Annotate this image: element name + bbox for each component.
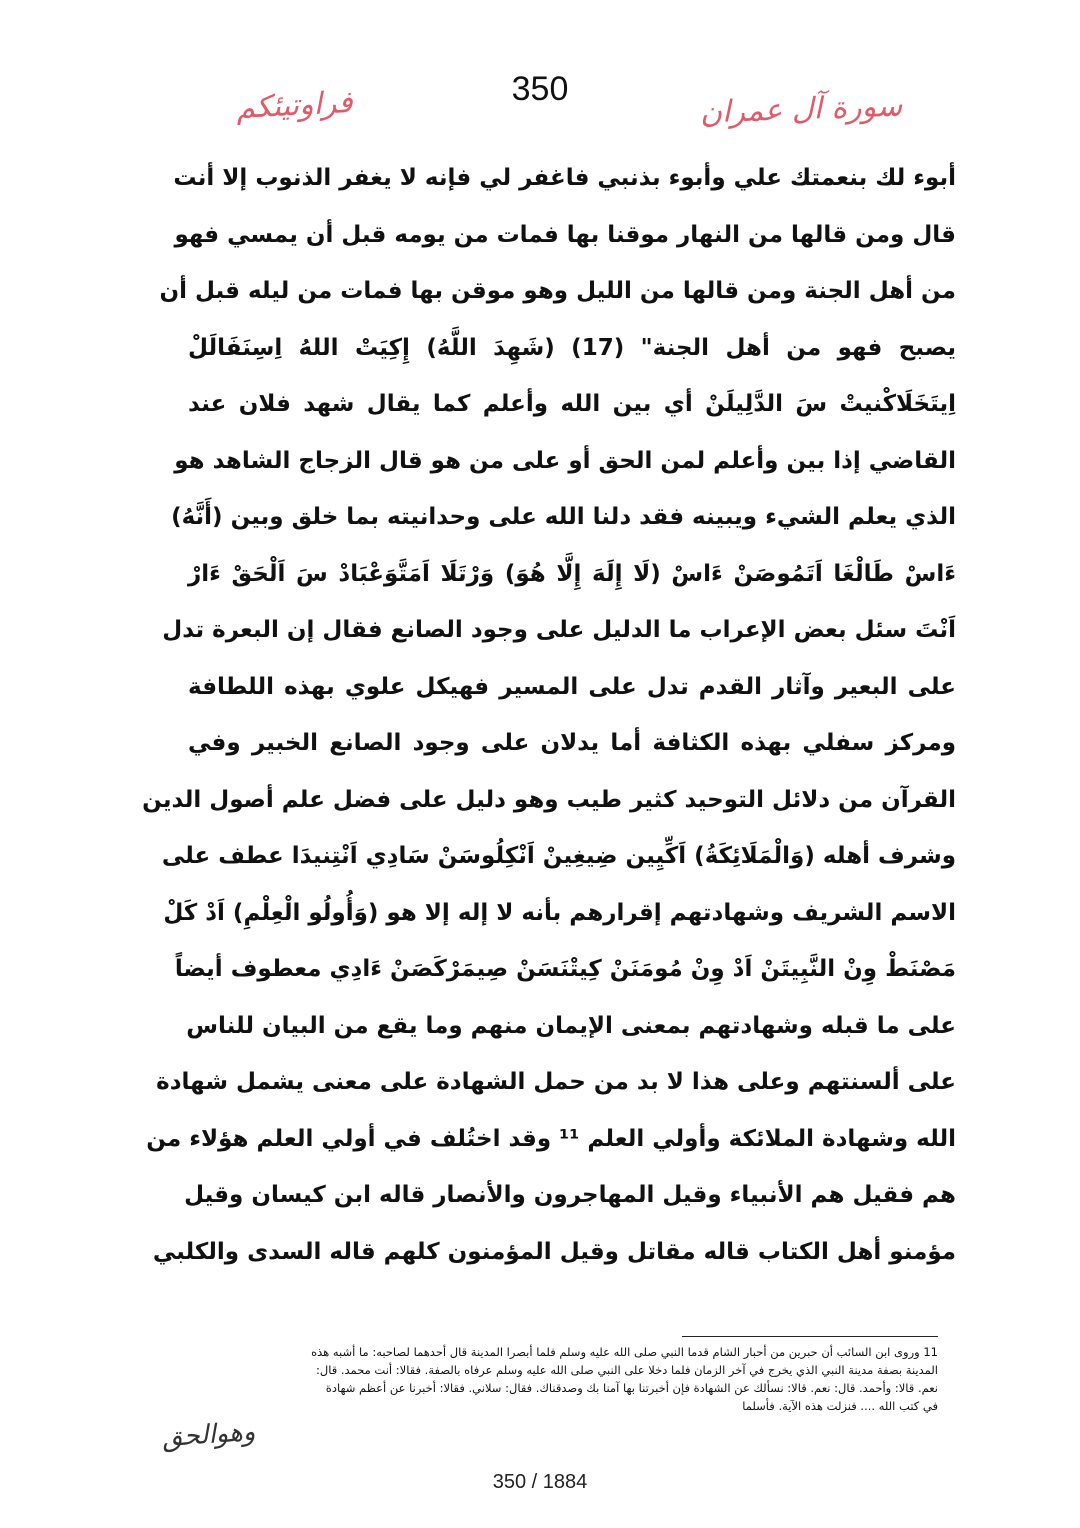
main-text-block: [142, 150, 956, 1280]
text-line: الله وشهادة الملائكة وأولي العلم ¹¹ وقد اختُلف في أولي العلم هؤلاء من: [146, 1125, 956, 1152]
footnote-block: [186, 1343, 938, 1415]
footnote-divider: [682, 1336, 938, 1337]
text-line: من أهل الجنة ومن قالها من الليل وهو موقن بها فمات من ليله قبل أن: [159, 278, 956, 304]
text-line: القاضي إذا بين وأعلم لمن الحق أو على من هو قال الزجاج الشاهد هو: [174, 447, 956, 474]
handwritten-signature: وهوالحق: [161, 1416, 257, 1454]
text-line: مؤمنو أهل الكتاب قاله مقاتل وقيل المؤمنون كلهم قاله السدى والكلبي: [152, 1238, 956, 1265]
text-line: اَنْتَ سئل بعض الإعراب ما الدليل على وجود الصانع فقال إن البعرة تدل: [162, 617, 956, 643]
footnote-line: 11 وروى ابن السائب أن حبرين من أحبار الشام قدما النبي صلى الله عليه وسلم فلما أبصرا المدينة قال أحدهما لصاحبه: ما أشبه هذه: [311, 1345, 938, 1359]
text-line: ءَاسْ طَالْغَا اَتَمُوصَنْ ءَاسْ (لَا إِلَهَ إِلَّا هُوَ) وَرْتَلَا اَمَتَّوَعْبَادْ سَ اَلْحَقْ ءَارْ: [188, 560, 956, 587]
text-line: على ما قبله وشهادتهم بمعنى الإيمان منهم وما يقع من البيان للناس: [186, 1012, 956, 1039]
text-line: الذي يعلم الشيء ويبينه فقد دلنا الله على وحدانيته بما خلق وبين (أَنَّهُ): [171, 504, 956, 530]
text-line: يصبح فهو من أهل الجنة" (17) (شَهِدَ اللَّهُ) إِكِيَتْ اللهُ اِسِنَفَالَلْ: [188, 334, 956, 361]
text-line: القرآن من دلائل التوحيد كثير طيب وهو دليل على فضل علم أصول الدين: [142, 786, 956, 813]
footnote-line: نعم. قالا: وأحمد. قال: نعم. قالا: نسألك عن الشهادة فإن أخبرتنا بها آمنا بك وصدقناك. فقال: سلاني. فقالا: أخبرنا عن أعظم شهادة: [325, 1381, 938, 1395]
text-line: قال ومن قالها من النهار موقنا بها فمات من يومه قبل أن يمسي فهو: [174, 221, 956, 248]
footnote-line: المدينة بصفة مدينة النبي الذي يخرج في آخر الزمان فلما دخلا على النبي صلى الله عليه وسلم عرفاه بالصفة. فقالا: أنت محمد. قال:: [315, 1363, 938, 1377]
handwritten-surah-name: سورة آل عمران: [699, 88, 903, 131]
text-line: مَصْنَطْ وِنْ النَّبِيتَنْ اَدْ وِنْ مُومَنَنْ كِيتْنَسَنْ صِيمَرْكَصَنْ ءَادِي معطوف أيضاً: [174, 956, 956, 982]
text-line: وشرف أهله (وَالْمَلَائِكَةُ) اَكِّيِين ضِيغِينْ اَنْكِلُوسَنْ سَادِي اَنْتِنيدَا عطف على: [161, 843, 956, 869]
text-line: على ألسنتهم وعلى هذا لا بد من حمل الشهادة على معنى يشمل شهادة: [156, 1069, 956, 1095]
text-line: اِيتَخَلَاكْنيتْ سَ الدَّلِيلَنْ أي بين الله وأعلم كما يقال شهد فلان عند: [188, 391, 956, 417]
text-line: على البعير وآثار القدم تدل على المسير فهيكل علوي بهذه اللطافة: [188, 673, 956, 700]
handwritten-note-top-left: فراوتيئكم: [235, 84, 354, 127]
footnote-line: في كتب الله .... فنزلت هذه الآية. فأسلما: [742, 1399, 938, 1413]
text-line: هم فقيل هم الأنبياء وقيل المهاجرون والأنصار قاله ابن كيسان وقيل: [184, 1182, 956, 1208]
text-line: ومركز سفلي بهذه الكثافة أما يدلان على وجود الصانع الخبير وفي: [188, 730, 956, 756]
text-line: الاسم الشريف وشهادتهم إقرارهم بأنه لا إله إلا هو (وَأُولُو الْعِلْمِ) اَدْ كَلْ: [163, 899, 956, 926]
text-line: أبوء لك بنعمتك علي وأبوء بذنبي فاغفر لي فإنه لا يغفر الذنوب إلا أنت: [173, 165, 956, 191]
page-number: 350: [511, 70, 569, 108]
page-counter: 350 / 1884: [492, 1471, 588, 1493]
